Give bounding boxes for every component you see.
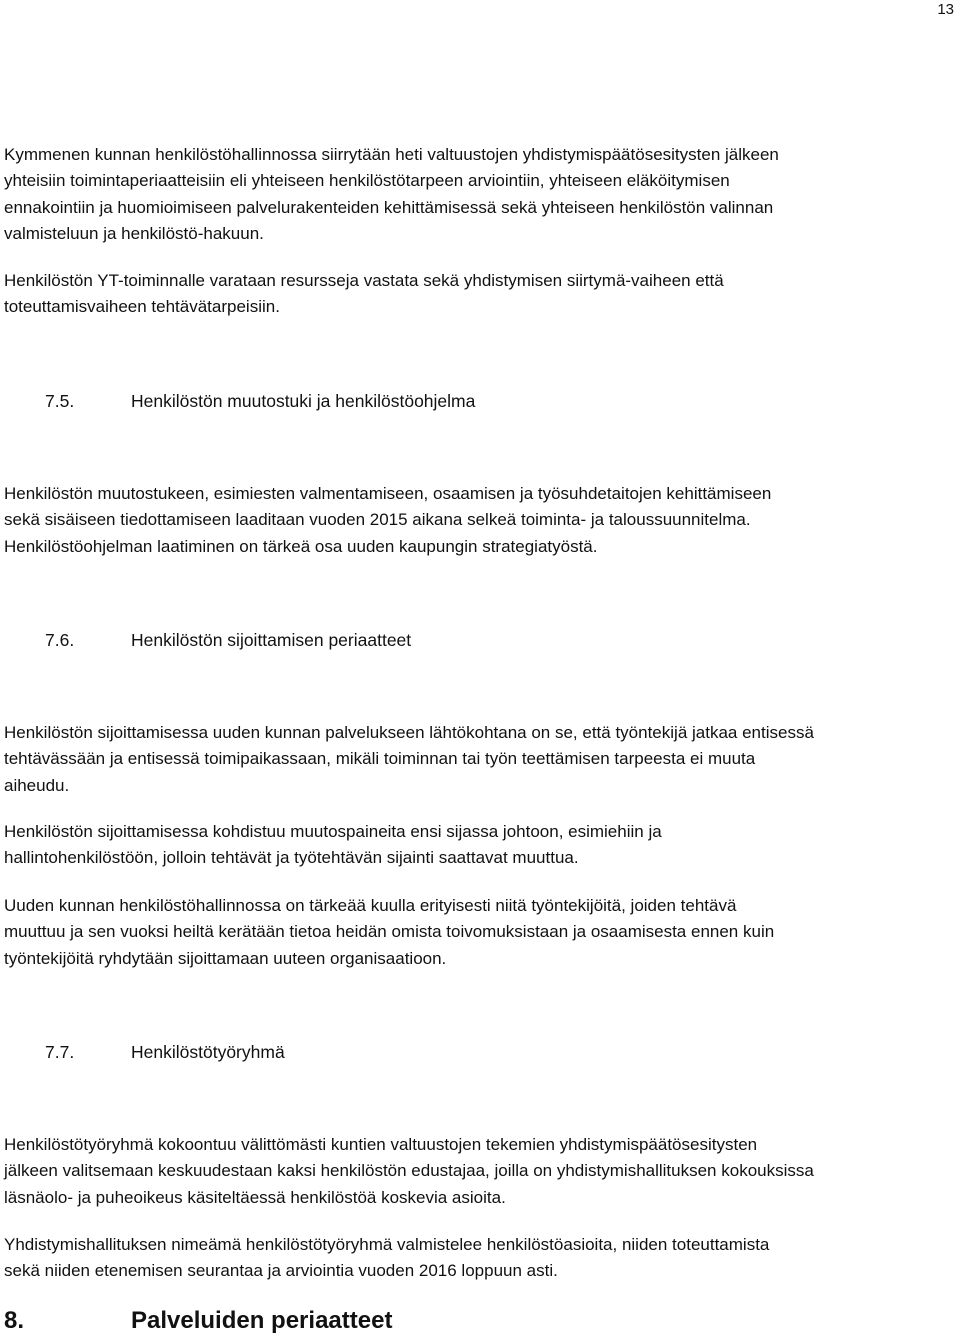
paragraph bbox=[4, 1232, 958, 1285]
section-number: 7.6. bbox=[45, 630, 75, 650]
paragraph-line: tehtävässään ja entisessä toimipaikassaan, mikäli toiminnan tai työn teettämisen tarpeesta ei muuta bbox=[4, 749, 756, 769]
paragraph-line: yhteisiin toimintaperiaatteisiin eli yhteiseen henkilöstötarpeen arviointiin, yhteiseen eläköitymisen bbox=[4, 171, 730, 191]
section-heading bbox=[45, 388, 945, 414]
paragraph-line: Henkilöstötyöryhmä kokoontuu välittömästi kuntien valtuustojen tekemien yhdistymispäätösesitysten bbox=[4, 1135, 758, 1154]
paragraph-line: Uuden kunnan henkilöstöhallinnossa on tärkeää kuulla erityisesti niitä työntekijöitä, joiden tehtävä bbox=[4, 896, 737, 915]
paragraph-line: hallintohenkilöstöön, jolloin tehtävät ja työtehtävän sijainti saattavat muuttua. bbox=[4, 848, 579, 868]
paragraph bbox=[4, 481, 958, 560]
paragraph bbox=[4, 893, 958, 972]
paragraph-line: Kymmenen kunnan henkilöstöhallinnossa siirrytään heti valtuustojen yhdistymispäätösesitysten jälkeen bbox=[4, 145, 779, 164]
paragraph bbox=[4, 720, 958, 799]
paragraph-line: Yhdistymishallituksen nimeämä henkilöstötyöryhmä valmistelee henkilöstöasioita, niiden toteuttamista bbox=[4, 1235, 770, 1254]
section-number: 7.7. bbox=[45, 1042, 75, 1062]
paragraph bbox=[4, 819, 958, 872]
section-title: Henkilöstön sijoittamisen periaatteet bbox=[131, 630, 412, 650]
paragraph-line: muuttuu ja sen vuoksi heiltä kerätään tietoa heidän omista toivomuksistaan ja osaamisesta ennen kuin bbox=[4, 922, 775, 942]
paragraph-line: läsnäolo- ja puheoikeus käsiteltäessä henkilöstöä koskevia asioita. bbox=[4, 1187, 506, 1207]
paragraph bbox=[4, 142, 958, 247]
paragraph-line: Henkilöstön sijoittamisessa uuden kunnan palvelukseen lähtökohtana on se, että työntekijä jatkaa entisessä bbox=[4, 723, 814, 742]
paragraph-line: valmisteluun ja henkilöstö-hakuun. bbox=[4, 223, 264, 243]
paragraph-line: aiheudu. bbox=[4, 775, 70, 795]
paragraph-line: Henkilöstön sijoittamisessa kohdistuu muutospaineita ensi sijassa johtoon, esimiehiin ja bbox=[4, 822, 662, 841]
page-number: 13 bbox=[937, 1, 954, 18]
paragraph-line: ennakointiin ja huomioimiseen palvelurakenteiden kehittämisessä sekä yhteiseen henkilöstön valinnan bbox=[4, 197, 774, 217]
paragraph bbox=[4, 268, 958, 321]
paragraph-line: sekä sisäiseen tiedottamiseen laaditaan vuoden 2015 aikana selkeä toiminta- ja taloussuunnitelma. bbox=[4, 510, 751, 530]
paragraph-line: Henkilöstön YT-toiminnalle varataan resursseja vastata sekä yhdistymisen siirtymä-vaiheen että bbox=[4, 271, 724, 290]
chapter-heading bbox=[4, 1306, 958, 1336]
section-title: Henkilöstötyöryhmä bbox=[131, 1042, 285, 1062]
paragraph-line: työntekijöitä ryhdytään sijoittamaan uuteen organisaatioon. bbox=[4, 948, 447, 968]
paragraph-line: jälkeen valitsemaan keskuudestaan kaksi henkilöstön edustajaa, joilla on yhdistymishallituksen kokouksissa bbox=[4, 1161, 814, 1181]
section-heading bbox=[45, 1039, 945, 1065]
paragraph-line: toteuttamisvaiheen tehtävätarpeisiin. bbox=[4, 297, 280, 317]
chapter-title: Palveluiden periaatteet bbox=[131, 1307, 393, 1334]
section-heading bbox=[45, 627, 945, 653]
paragraph-line: sekä niiden etenemisen seurantaa ja arviointia vuoden 2016 loppuun asti. bbox=[4, 1261, 558, 1281]
section-number: 7.5. bbox=[45, 391, 75, 411]
section-title: Henkilöstön muutostuki ja henkilöstöohjelma bbox=[131, 391, 476, 411]
paragraph bbox=[4, 1132, 958, 1211]
chapter-number: 8. bbox=[4, 1307, 25, 1334]
paragraph-line: Henkilöstön muutostukeen, esimiesten valmentamiseen, osaamisen ja työsuhdetaitojen kehittämiseen bbox=[4, 484, 772, 503]
paragraph-line: Henkilöstöohjelman laatiminen on tärkeä osa uuden kaupungin strategiatyöstä. bbox=[4, 536, 598, 556]
